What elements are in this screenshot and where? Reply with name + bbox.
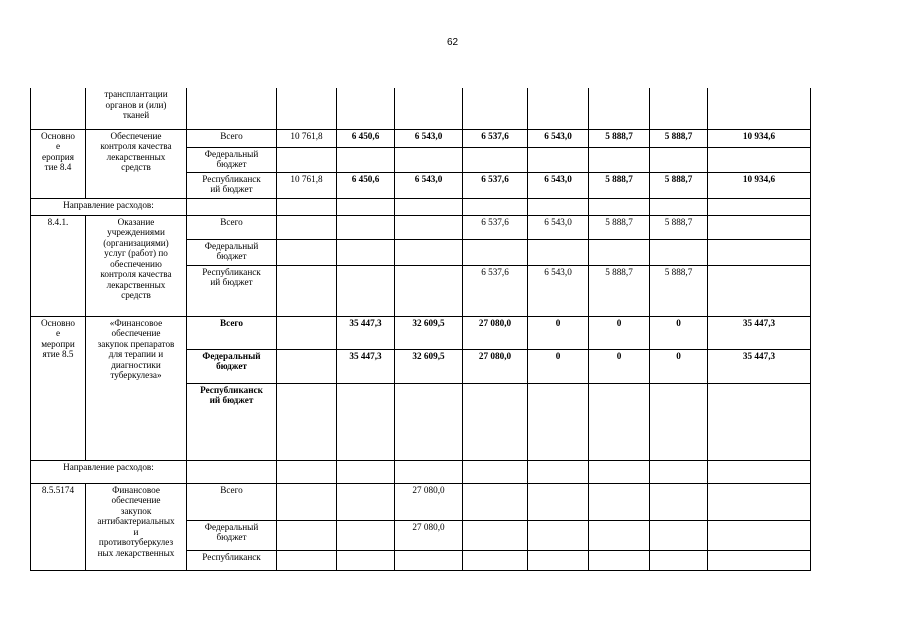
table-cell: 10 934,6 <box>708 172 811 198</box>
table-cell: 5 888,7 <box>589 215 650 239</box>
table-cell <box>589 550 650 570</box>
table-cell: 0 <box>589 349 650 383</box>
table-cell <box>187 460 277 483</box>
table-cell <box>395 265 463 316</box>
table-cell <box>650 520 708 550</box>
table-cell <box>337 550 395 570</box>
table-cell <box>708 147 811 172</box>
table-cell: Федеральный бюджет <box>187 147 277 172</box>
table-cell <box>277 483 337 520</box>
table-cell: Финансовое обеспечение закупок антибактериальных и противотуберкулез ных лекарственных <box>86 483 187 570</box>
table-cell: 6 543,0 <box>528 265 589 316</box>
table-cell <box>708 88 811 129</box>
table-cell <box>277 520 337 550</box>
table-cell <box>277 198 337 215</box>
table-cell <box>528 550 589 570</box>
table-cell <box>463 383 528 460</box>
table-cell: Всего <box>187 316 277 349</box>
table-cell: 10 761,8 <box>277 129 337 147</box>
table-cell: Республиканск <box>187 550 277 570</box>
table-cell: 8.4.1. <box>31 215 86 316</box>
table-cell: Республиканск ий бюджет <box>187 172 277 198</box>
table-cell <box>337 265 395 316</box>
table-cell <box>187 198 277 215</box>
table-cell <box>395 550 463 570</box>
table-cell <box>708 265 811 316</box>
table-cell: 6 543,0 <box>395 129 463 147</box>
table-cell <box>277 215 337 239</box>
table-cell: 27 080,0 <box>395 520 463 550</box>
table-cell: 32 609,5 <box>395 316 463 349</box>
section-row <box>31 460 811 483</box>
table-cell: 5 888,7 <box>589 265 650 316</box>
table-cell <box>277 349 337 383</box>
section-row <box>31 198 811 215</box>
table-cell <box>395 383 463 460</box>
table-cell <box>708 215 811 239</box>
table-cell <box>337 483 395 520</box>
table-cell <box>528 383 589 460</box>
table-cell <box>650 483 708 520</box>
table-cell: 35 447,3 <box>337 349 395 383</box>
table-cell: 0 <box>650 316 708 349</box>
table-cell <box>463 88 528 129</box>
table-cell: 6 537,6 <box>463 215 528 239</box>
table-cell <box>337 239 395 265</box>
table-cell <box>528 483 589 520</box>
table-cell <box>650 198 708 215</box>
table-cell <box>650 383 708 460</box>
table-cell <box>277 383 337 460</box>
table-cell <box>187 88 277 129</box>
table-cell <box>650 147 708 172</box>
table-cell <box>708 550 811 570</box>
table-cell <box>277 316 337 349</box>
table-cell: 32 609,5 <box>395 349 463 383</box>
table-cell: 27 080,0 <box>463 349 528 383</box>
table-cell <box>708 483 811 520</box>
table-cell <box>277 550 337 570</box>
table-cell <box>589 147 650 172</box>
table-cell: 5 888,7 <box>589 172 650 198</box>
table-cell <box>708 520 811 550</box>
table-cell: 35 447,3 <box>337 316 395 349</box>
table-cell: Оказание учреждениями (организациями) услуг (работ) по обеспечению контроля качества лекарственных средств <box>86 215 187 316</box>
table-cell: 35 447,3 <box>708 316 811 349</box>
table-row <box>31 215 811 239</box>
table-cell <box>337 383 395 460</box>
table-cell: 0 <box>589 316 650 349</box>
table-cell: 6 543,0 <box>528 172 589 198</box>
table-cell: 6 450,6 <box>337 129 395 147</box>
table-cell <box>337 215 395 239</box>
table-cell <box>708 460 811 483</box>
table-cell: трансплантации органов и (или) тканей <box>86 88 187 129</box>
table-cell: Всего <box>187 215 277 239</box>
table-row <box>31 129 811 147</box>
table-cell <box>463 483 528 520</box>
table-cell <box>528 88 589 129</box>
table-cell <box>589 460 650 483</box>
table-cell: Основно е ероприя тие 8.4 <box>31 129 86 198</box>
table-cell: 5 888,7 <box>650 215 708 239</box>
table-cell <box>277 147 337 172</box>
table-cell <box>589 520 650 550</box>
table-cell <box>708 383 811 460</box>
table-cell: Федеральный бюджет <box>187 239 277 265</box>
table-cell <box>337 520 395 550</box>
table-cell <box>395 239 463 265</box>
table-cell: 5 888,7 <box>650 129 708 147</box>
table-cell: 6 537,6 <box>463 265 528 316</box>
table-cell: 5 888,7 <box>650 172 708 198</box>
table-cell <box>650 460 708 483</box>
table-cell: Всего <box>187 483 277 520</box>
table-cell <box>528 520 589 550</box>
table-cell: 0 <box>650 349 708 383</box>
table-cell <box>463 239 528 265</box>
table-cell <box>31 88 86 129</box>
table-cell <box>589 483 650 520</box>
table-cell <box>589 383 650 460</box>
table-row <box>31 483 811 520</box>
table-cell: Федеральный бюджет <box>187 520 277 550</box>
table-cell <box>277 239 337 265</box>
table-cell <box>395 215 463 239</box>
table-cell <box>395 88 463 129</box>
table-cell: 6 543,0 <box>528 215 589 239</box>
table-cell <box>463 520 528 550</box>
table-cell <box>589 88 650 129</box>
table-cell: 35 447,3 <box>708 349 811 383</box>
table-cell <box>337 198 395 215</box>
table-cell: 27 080,0 <box>395 483 463 520</box>
table-cell <box>277 460 337 483</box>
table-row <box>31 88 811 129</box>
table-cell <box>528 147 589 172</box>
table-cell: 6 543,0 <box>395 172 463 198</box>
table-cell: 6 450,6 <box>337 172 395 198</box>
table-cell <box>395 198 463 215</box>
table-cell: Обеспечение контроля качества лекарственных средств <box>86 129 187 198</box>
budget-table <box>30 88 811 571</box>
table-cell <box>708 198 811 215</box>
table-cell: Всего <box>187 129 277 147</box>
table-cell <box>650 239 708 265</box>
table-cell: 8.5.5174 <box>31 483 86 570</box>
table-cell <box>650 550 708 570</box>
table-cell: 0 <box>528 349 589 383</box>
table-cell: Республиканск ий бюджет <box>187 383 277 460</box>
table-cell: 5 888,7 <box>650 265 708 316</box>
table-cell <box>463 147 528 172</box>
table-cell: 0 <box>528 316 589 349</box>
table-cell <box>337 460 395 483</box>
table-cell: 6 537,6 <box>463 129 528 147</box>
table-cell: «Финансовое обеспечение закупок препаратов для терапии и диагностики туберкулеза» <box>86 316 187 460</box>
table-cell: Федеральный бюджет <box>187 349 277 383</box>
table-cell: 10 761,8 <box>277 172 337 198</box>
table-cell <box>395 147 463 172</box>
table-cell <box>337 88 395 129</box>
table-cell <box>277 265 337 316</box>
section-label: Направление расходов: <box>31 460 187 483</box>
table-cell <box>277 88 337 129</box>
table-cell <box>463 198 528 215</box>
table-cell <box>528 198 589 215</box>
section-label: Направление расходов: <box>31 198 187 215</box>
table-cell: 6 537,6 <box>463 172 528 198</box>
table-cell: 27 080,0 <box>463 316 528 349</box>
table-cell: 6 543,0 <box>528 129 589 147</box>
table-cell <box>463 550 528 570</box>
page-number: 62 <box>446 37 459 48</box>
table-cell <box>528 239 589 265</box>
table-cell <box>589 198 650 215</box>
table-cell <box>708 239 811 265</box>
table-cell: Основно е меропри ятие 8.5 <box>31 316 86 460</box>
table-row <box>31 316 811 349</box>
table-cell <box>528 460 589 483</box>
table-cell: 10 934,6 <box>708 129 811 147</box>
table-cell <box>463 460 528 483</box>
table-cell <box>589 239 650 265</box>
table-cell: 5 888,7 <box>589 129 650 147</box>
table-cell <box>337 147 395 172</box>
table-cell: Республиканск ий бюджет <box>187 265 277 316</box>
table-cell <box>650 88 708 129</box>
table-cell <box>395 460 463 483</box>
